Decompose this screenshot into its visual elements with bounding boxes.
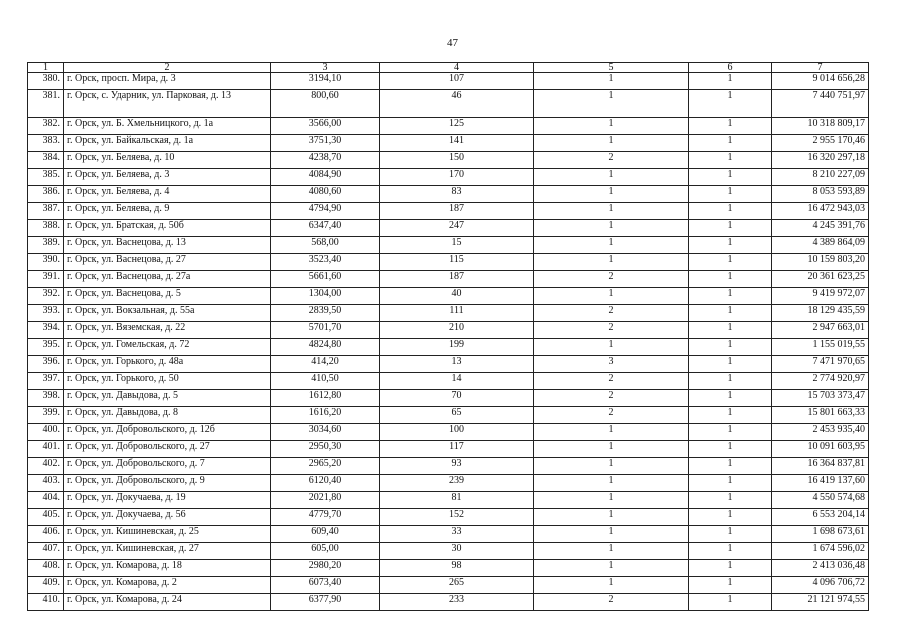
area-cell: 5701,70 (271, 322, 380, 339)
count-cell: 141 (380, 135, 534, 152)
column-6-cell: 1 (689, 237, 772, 254)
column-header: 6 (689, 63, 772, 73)
cost-cell: 18 129 435,59 (772, 305, 869, 322)
column-5-cell: 1 (534, 458, 689, 475)
column-5-cell: 1 (534, 288, 689, 305)
table-row (28, 288, 869, 305)
address-cell: г. Орск, ул. Беляева, д. 3 (64, 169, 271, 186)
table-row (28, 90, 869, 118)
area-cell: 4080,60 (271, 186, 380, 203)
cost-cell: 2 453 935,40 (772, 424, 869, 441)
count-cell: 150 (380, 152, 534, 169)
column-5-cell: 1 (534, 543, 689, 560)
count-cell: 117 (380, 441, 534, 458)
table-row (28, 509, 869, 526)
column-5-cell: 1 (534, 424, 689, 441)
table-row (28, 339, 869, 356)
area-cell: 4794,90 (271, 203, 380, 220)
column-5-cell: 2 (534, 407, 689, 424)
column-6-cell: 1 (689, 322, 772, 339)
count-cell: 13 (380, 356, 534, 373)
row-number-cell: 397. (28, 373, 64, 390)
row-number-cell: 409. (28, 577, 64, 594)
column-5-cell: 1 (534, 169, 689, 186)
table-row (28, 118, 869, 135)
count-cell: 247 (380, 220, 534, 237)
table-header-row (28, 63, 869, 73)
count-cell: 115 (380, 254, 534, 271)
table-row (28, 305, 869, 322)
table-row (28, 237, 869, 254)
row-number-cell: 389. (28, 237, 64, 254)
count-cell: 93 (380, 458, 534, 475)
cost-cell: 4 245 391,76 (772, 220, 869, 237)
row-number-cell: 387. (28, 203, 64, 220)
cost-cell: 10 159 803,20 (772, 254, 869, 271)
table-row (28, 458, 869, 475)
address-cell: г. Орск, ул. Гомельская, д. 72 (64, 339, 271, 356)
column-6-cell: 1 (689, 458, 772, 475)
column-6-cell: 1 (689, 594, 772, 611)
table-row (28, 390, 869, 407)
area-cell: 6377,90 (271, 594, 380, 611)
address-cell: г. Орск, ул. Кишиневская, д. 25 (64, 526, 271, 543)
row-number-cell: 395. (28, 339, 64, 356)
cost-cell: 6 553 204,14 (772, 509, 869, 526)
table-row (28, 356, 869, 373)
address-cell: г. Орск, ул. Добровольского, д. 27 (64, 441, 271, 458)
count-cell: 65 (380, 407, 534, 424)
address-cell: г. Орск, просп. Мира, д. 3 (64, 73, 271, 90)
area-cell: 2980,20 (271, 560, 380, 577)
address-cell: г. Орск, ул. Добровольского, д. 7 (64, 458, 271, 475)
row-number-cell: 400. (28, 424, 64, 441)
column-6-cell: 1 (689, 339, 772, 356)
column-5-cell: 1 (534, 509, 689, 526)
area-cell: 605,00 (271, 543, 380, 560)
table-row (28, 577, 869, 594)
cost-cell: 16 320 297,18 (772, 152, 869, 169)
count-cell: 14 (380, 373, 534, 390)
column-5-cell: 2 (534, 152, 689, 169)
area-cell: 2950,30 (271, 441, 380, 458)
column-5-cell: 1 (534, 492, 689, 509)
count-cell: 125 (380, 118, 534, 135)
column-5-cell: 2 (534, 271, 689, 288)
count-cell: 170 (380, 169, 534, 186)
cost-cell: 4 389 864,09 (772, 237, 869, 254)
cost-cell: 7 471 970,65 (772, 356, 869, 373)
count-cell: 33 (380, 526, 534, 543)
row-number-cell: 384. (28, 152, 64, 169)
address-cell: г. Орск, ул. Комарова, д. 18 (64, 560, 271, 577)
count-cell: 265 (380, 577, 534, 594)
table-row (28, 220, 869, 237)
row-number-cell: 391. (28, 271, 64, 288)
address-cell: г. Орск, ул. Добровольского, д. 9 (64, 475, 271, 492)
column-5-cell: 1 (534, 441, 689, 458)
address-cell: г. Орск, с. Ударник, ул. Парковая, д. 13 (64, 90, 271, 118)
column-6-cell: 1 (689, 186, 772, 203)
column-6-cell: 1 (689, 90, 772, 118)
column-6-cell: 1 (689, 305, 772, 322)
count-cell: 107 (380, 73, 534, 90)
address-cell: г. Орск, ул. Горького, д. 50 (64, 373, 271, 390)
table-row (28, 152, 869, 169)
area-cell: 1304,00 (271, 288, 380, 305)
table-row (28, 135, 869, 152)
column-header: 3 (271, 63, 380, 73)
cost-cell: 16 419 137,60 (772, 475, 869, 492)
count-cell: 100 (380, 424, 534, 441)
cost-cell: 20 361 623,25 (772, 271, 869, 288)
column-6-cell: 1 (689, 254, 772, 271)
housing-register-table (27, 62, 869, 611)
area-cell: 6120,40 (271, 475, 380, 492)
table-row (28, 73, 869, 90)
column-6-cell: 1 (689, 373, 772, 390)
column-5-cell: 1 (534, 90, 689, 118)
row-number-cell: 410. (28, 594, 64, 611)
cost-cell: 21 121 974,55 (772, 594, 869, 611)
table-row (28, 169, 869, 186)
column-5-cell: 1 (534, 254, 689, 271)
cost-cell: 10 318 809,17 (772, 118, 869, 135)
count-cell: 98 (380, 560, 534, 577)
table-row (28, 407, 869, 424)
row-number-cell: 388. (28, 220, 64, 237)
column-5-cell: 2 (534, 373, 689, 390)
row-number-cell: 392. (28, 288, 64, 305)
row-number-cell: 405. (28, 509, 64, 526)
address-cell: г. Орск, ул. Вяземская, д. 22 (64, 322, 271, 339)
row-number-cell: 401. (28, 441, 64, 458)
page-number: 47 (447, 37, 458, 49)
cost-cell: 4 096 706,72 (772, 577, 869, 594)
cost-cell: 1 155 019,55 (772, 339, 869, 356)
table-row (28, 271, 869, 288)
table-row (28, 373, 869, 390)
address-cell: г. Орск, ул. Горького, д. 48а (64, 356, 271, 373)
row-number-cell: 394. (28, 322, 64, 339)
column-6-cell: 1 (689, 152, 772, 169)
count-cell: 40 (380, 288, 534, 305)
row-number-cell: 404. (28, 492, 64, 509)
column-header: 2 (64, 63, 271, 73)
count-cell: 15 (380, 237, 534, 254)
area-cell: 414,20 (271, 356, 380, 373)
area-cell: 2839,50 (271, 305, 380, 322)
cost-cell: 15 801 663,33 (772, 407, 869, 424)
address-cell: г. Орск, ул. Васнецова, д. 27 (64, 254, 271, 271)
count-cell: 199 (380, 339, 534, 356)
area-cell: 4824,80 (271, 339, 380, 356)
row-number-cell: 402. (28, 458, 64, 475)
count-cell: 83 (380, 186, 534, 203)
column-5-cell: 1 (534, 186, 689, 203)
row-number-cell: 393. (28, 305, 64, 322)
table-row (28, 424, 869, 441)
column-6-cell: 1 (689, 492, 772, 509)
area-cell: 4084,90 (271, 169, 380, 186)
area-cell: 609,40 (271, 526, 380, 543)
area-cell: 800,60 (271, 90, 380, 118)
count-cell: 187 (380, 271, 534, 288)
row-number-cell: 390. (28, 254, 64, 271)
count-cell: 233 (380, 594, 534, 611)
column-5-cell: 1 (534, 203, 689, 220)
column-5-cell: 2 (534, 594, 689, 611)
row-number-cell: 380. (28, 73, 64, 90)
count-cell: 111 (380, 305, 534, 322)
table-row (28, 594, 869, 611)
column-5-cell: 1 (534, 135, 689, 152)
count-cell: 187 (380, 203, 534, 220)
column-5-cell: 3 (534, 356, 689, 373)
table-row (28, 526, 869, 543)
area-cell: 3566,00 (271, 118, 380, 135)
area-cell: 410,50 (271, 373, 380, 390)
row-number-cell: 381. (28, 90, 64, 118)
column-5-cell: 1 (534, 577, 689, 594)
area-cell: 6347,40 (271, 220, 380, 237)
column-5-cell: 2 (534, 305, 689, 322)
area-cell: 3751,30 (271, 135, 380, 152)
address-cell: г. Орск, ул. Братская, д. 50б (64, 220, 271, 237)
count-cell: 30 (380, 543, 534, 560)
address-cell: г. Орск, ул. Беляева, д. 9 (64, 203, 271, 220)
cost-cell: 16 364 837,81 (772, 458, 869, 475)
column-5-cell: 1 (534, 560, 689, 577)
address-cell: г. Орск, ул. Беляева, д. 10 (64, 152, 271, 169)
cost-cell: 4 550 574,68 (772, 492, 869, 509)
cost-cell: 9 014 656,28 (772, 73, 869, 90)
column-6-cell: 1 (689, 288, 772, 305)
address-cell: г. Орск, ул. Кишиневская, д. 27 (64, 543, 271, 560)
column-6-cell: 1 (689, 135, 772, 152)
area-cell: 6073,40 (271, 577, 380, 594)
column-header: 7 (772, 63, 869, 73)
column-6-cell: 1 (689, 118, 772, 135)
row-number-cell: 396. (28, 356, 64, 373)
column-6-cell: 1 (689, 220, 772, 237)
cost-cell: 1 674 596,02 (772, 543, 869, 560)
row-number-cell: 403. (28, 475, 64, 492)
table-row (28, 441, 869, 458)
cost-cell: 16 472 943,03 (772, 203, 869, 220)
column-5-cell: 1 (534, 237, 689, 254)
column-6-cell: 1 (689, 560, 772, 577)
address-cell: г. Орск, ул. Комарова, д. 2 (64, 577, 271, 594)
column-5-cell: 1 (534, 73, 689, 90)
table-row (28, 560, 869, 577)
table-row (28, 475, 869, 492)
column-6-cell: 1 (689, 577, 772, 594)
row-number-cell: 406. (28, 526, 64, 543)
row-number-cell: 385. (28, 169, 64, 186)
address-cell: г. Орск, ул. Байкальская, д. 1а (64, 135, 271, 152)
address-cell: г. Орск, ул. Вокзальная, д. 55а (64, 305, 271, 322)
column-5-cell: 2 (534, 322, 689, 339)
address-cell: г. Орск, ул. Беляева, д. 4 (64, 186, 271, 203)
count-cell: 152 (380, 509, 534, 526)
count-cell: 70 (380, 390, 534, 407)
cost-cell: 8 053 593,89 (772, 186, 869, 203)
cost-cell: 15 703 373,47 (772, 390, 869, 407)
column-5-cell: 1 (534, 118, 689, 135)
cost-cell: 2 955 170,46 (772, 135, 869, 152)
row-number-cell: 398. (28, 390, 64, 407)
column-6-cell: 1 (689, 441, 772, 458)
cost-cell: 2 413 036,48 (772, 560, 869, 577)
address-cell: г. Орск, ул. Давыдова, д. 5 (64, 390, 271, 407)
area-cell: 3194,10 (271, 73, 380, 90)
area-cell: 3523,40 (271, 254, 380, 271)
row-number-cell: 399. (28, 407, 64, 424)
row-number-cell: 386. (28, 186, 64, 203)
address-cell: г. Орск, ул. Добровольского, д. 12б (64, 424, 271, 441)
column-header: 1 (28, 63, 64, 73)
table-row (28, 543, 869, 560)
column-5-cell: 1 (534, 220, 689, 237)
area-cell: 5661,60 (271, 271, 380, 288)
cost-cell: 8 210 227,09 (772, 169, 869, 186)
address-cell: г. Орск, ул. Докучаева, д. 56 (64, 509, 271, 526)
column-6-cell: 1 (689, 73, 772, 90)
row-number-cell: 408. (28, 560, 64, 577)
column-6-cell: 1 (689, 526, 772, 543)
address-cell: г. Орск, ул. Васнецова, д. 27а (64, 271, 271, 288)
row-number-cell: 407. (28, 543, 64, 560)
column-6-cell: 1 (689, 509, 772, 526)
column-6-cell: 1 (689, 271, 772, 288)
address-cell: г. Орск, ул. Докучаева, д. 19 (64, 492, 271, 509)
address-cell: г. Орск, ул. Б. Хмельницкого, д. 1а (64, 118, 271, 135)
column-6-cell: 1 (689, 475, 772, 492)
column-6-cell: 1 (689, 390, 772, 407)
column-5-cell: 1 (534, 475, 689, 492)
column-5-cell: 1 (534, 526, 689, 543)
cost-cell: 1 698 673,61 (772, 526, 869, 543)
area-cell: 2021,80 (271, 492, 380, 509)
cost-cell: 10 091 603,95 (772, 441, 869, 458)
address-cell: г. Орск, ул. Васнецова, д. 13 (64, 237, 271, 254)
cost-cell: 2 947 663,01 (772, 322, 869, 339)
area-cell: 1612,80 (271, 390, 380, 407)
table-row (28, 186, 869, 203)
column-6-cell: 1 (689, 543, 772, 560)
address-cell: г. Орск, ул. Комарова, д. 24 (64, 594, 271, 611)
column-header: 5 (534, 63, 689, 73)
count-cell: 239 (380, 475, 534, 492)
column-5-cell: 1 (534, 339, 689, 356)
cost-cell: 2 774 920,97 (772, 373, 869, 390)
area-cell: 3034,60 (271, 424, 380, 441)
column-5-cell: 2 (534, 390, 689, 407)
cost-cell: 7 440 751,97 (772, 90, 869, 118)
table-row (28, 254, 869, 271)
column-6-cell: 1 (689, 424, 772, 441)
address-cell: г. Орск, ул. Васнецова, д. 5 (64, 288, 271, 305)
column-header: 4 (380, 63, 534, 73)
table-body (28, 63, 869, 611)
column-6-cell: 1 (689, 356, 772, 373)
row-number-cell: 382. (28, 118, 64, 135)
column-6-cell: 1 (689, 203, 772, 220)
area-cell: 4779,70 (271, 509, 380, 526)
area-cell: 2965,20 (271, 458, 380, 475)
cost-cell: 9 419 972,07 (772, 288, 869, 305)
count-cell: 210 (380, 322, 534, 339)
table-row (28, 492, 869, 509)
area-cell: 568,00 (271, 237, 380, 254)
column-6-cell: 1 (689, 407, 772, 424)
address-cell: г. Орск, ул. Давыдова, д. 8 (64, 407, 271, 424)
column-6-cell: 1 (689, 169, 772, 186)
row-number-cell: 383. (28, 135, 64, 152)
area-cell: 1616,20 (271, 407, 380, 424)
area-cell: 4238,70 (271, 152, 380, 169)
count-cell: 81 (380, 492, 534, 509)
table-row (28, 203, 869, 220)
count-cell: 46 (380, 90, 534, 118)
table-row (28, 322, 869, 339)
